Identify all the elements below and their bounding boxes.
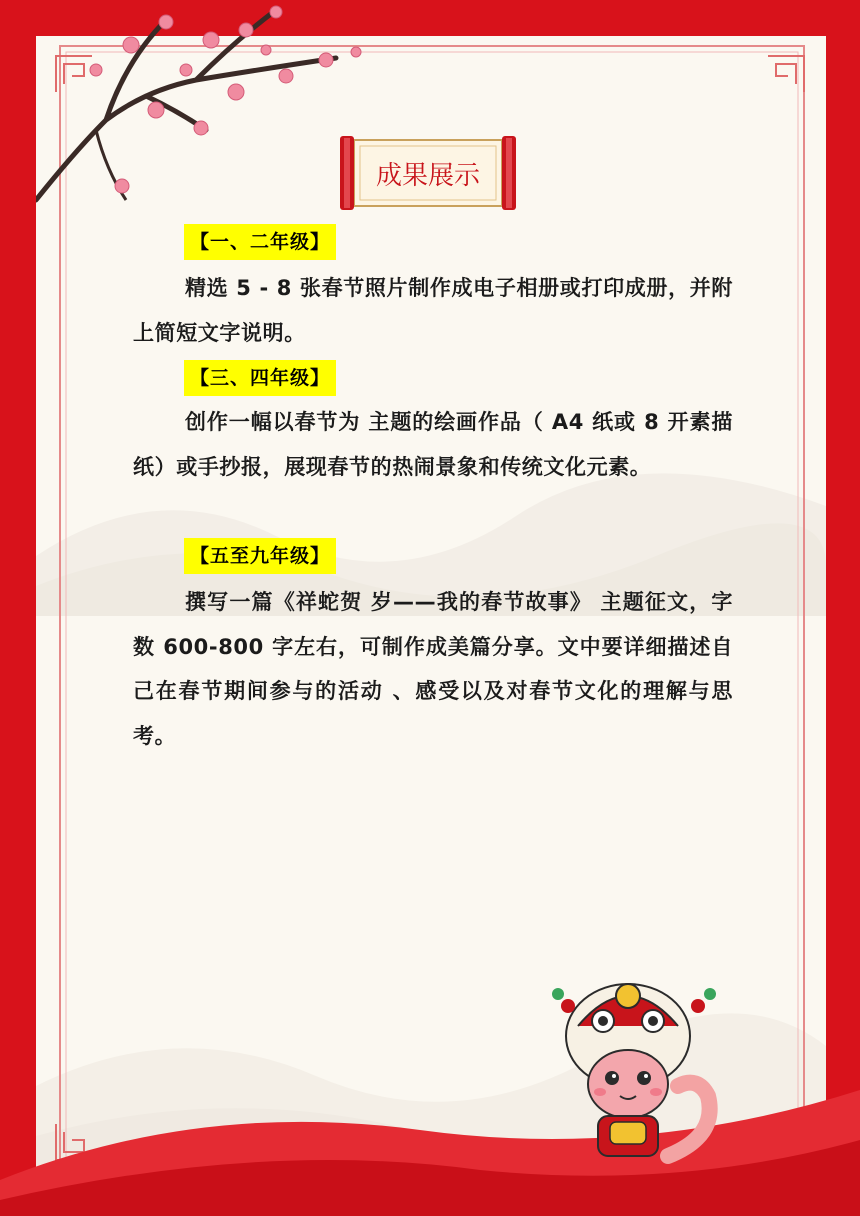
section-text-5-9: 撰写一篇《祥蛇贺 岁——我的春节故事》 主题征文，字数 600-800 字左右，可制作成美篇分享。文中要详细描述自己在春节期间参与的活动 、感受以及对春节文化的理解与思考。 bbox=[133, 590, 733, 748]
section-text-3-4: 创作一幅以春节为 主题的绘画作品（ A4 纸或 8 开素描纸）或手抄报，展现春节的热闹景象和传统文化元素。 bbox=[133, 410, 733, 479]
section-text-1-2: 精选 5 - 8 张春节照片制作成电子相册或打印成册，并附上简短文字说明。 bbox=[133, 276, 733, 345]
grade-heading-3-4: 【三、四年级】 bbox=[184, 360, 336, 396]
grade-heading-5-9: 【五至九年级】 bbox=[184, 538, 336, 574]
snake-lion-dance-mascot-icon bbox=[548, 966, 728, 1166]
grade-heading-1-2: 【一、二年级】 bbox=[184, 224, 336, 260]
page-title: 成果展示 bbox=[375, 160, 480, 191]
red-wave-decoration bbox=[0, 1060, 860, 1216]
